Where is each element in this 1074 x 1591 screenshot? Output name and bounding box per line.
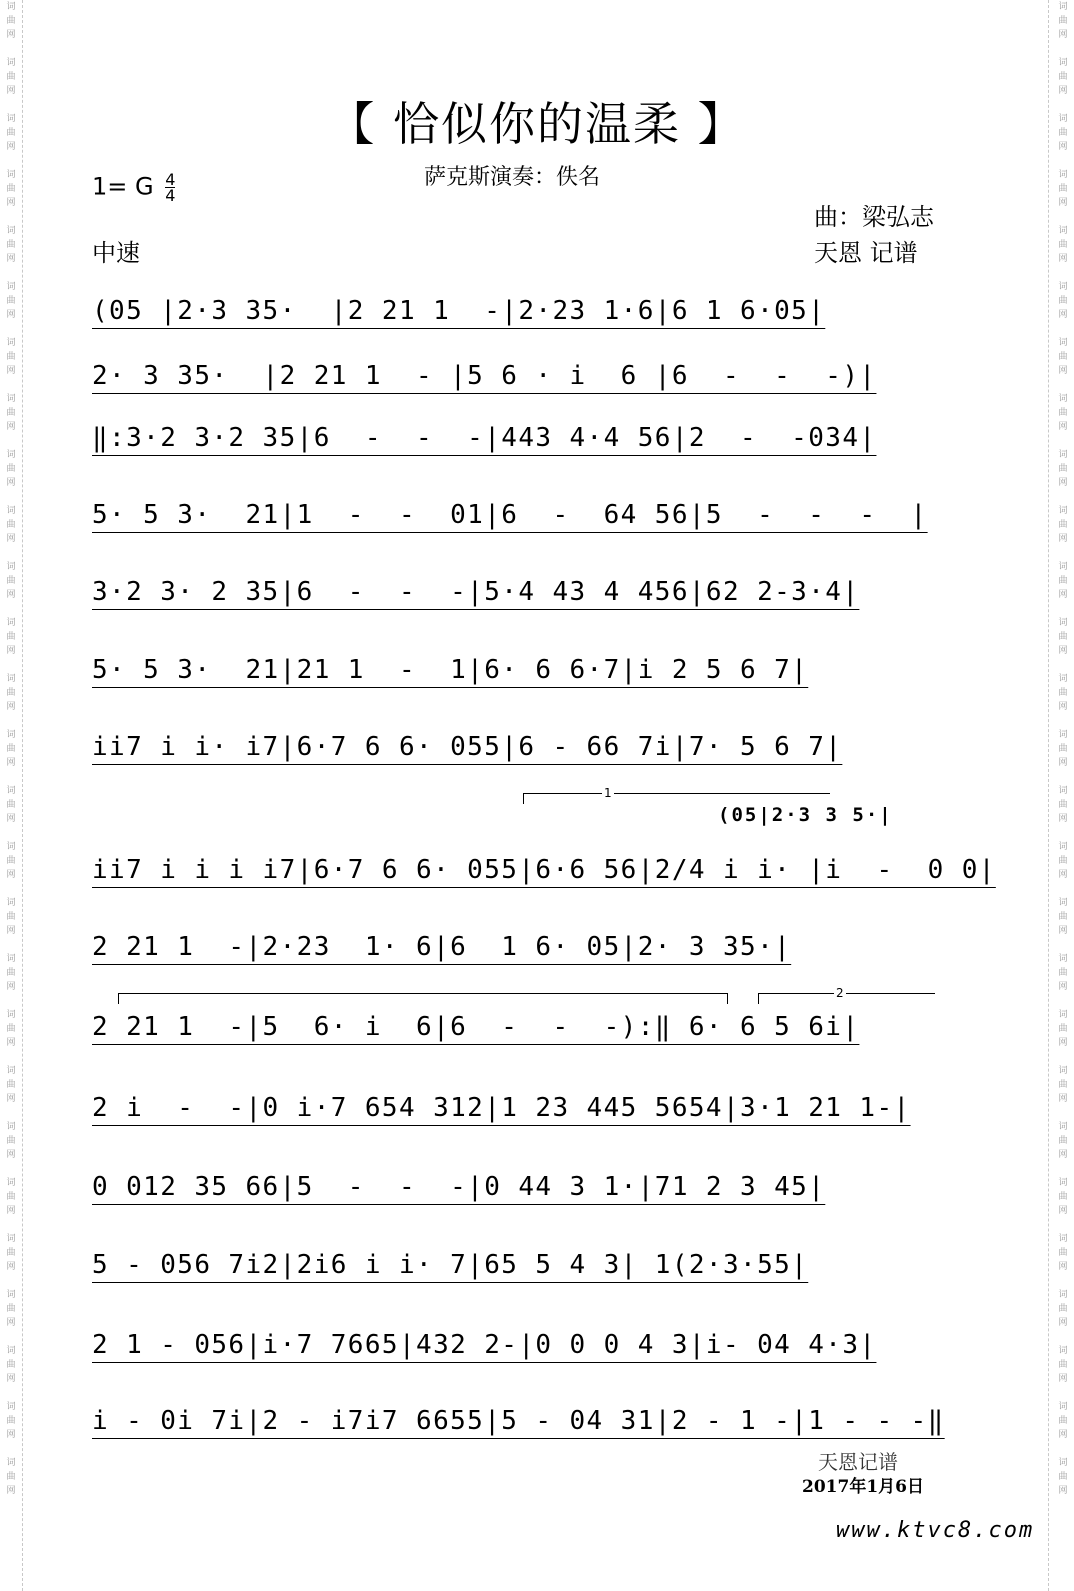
composer: 曲：梁弘志 <box>814 203 934 231</box>
time-signature <box>165 172 175 203</box>
score-line: 5· 5 3· 21|21 1 - 1|6· 6 6·7|i 2 5 6 7| <box>92 655 809 685</box>
first-ending-bracket <box>523 793 830 804</box>
watermark-left: 词 曲 网 词 曲 网 词 曲 网 词 曲 网 词 曲 网 词 曲 网 词 曲 网 词 曲 网 词 曲 网 词 曲 网 词 曲 网 词 曲 网 词 曲 网 词 曲 网 词 曲 网 词 曲 网 词 曲 网 词 曲 网 词 曲 网 词 曲 网 词 曲 网 词 曲 网 词 曲 网 词 曲 网 词 曲 网 词 曲 网 词 曲 网 <box>6 2 16 1496</box>
first-ending-label: 1 <box>604 786 612 800</box>
transcriber: 天恩 记谱 <box>814 239 918 267</box>
second-ending-label: 2 <box>836 986 844 1000</box>
website-link[interactable]: www.ktvc8.com <box>836 1518 1035 1543</box>
first-ending-bracket-2 <box>118 993 728 1004</box>
time-denominator: 4 <box>165 186 176 205</box>
signature: 天恩记谱 <box>818 1450 898 1474</box>
score-line: ‖:3·2 3·2 35|6 - - -|443 4·4 56|2 - -034| <box>92 423 877 453</box>
score-line: 2 i - -|0 i·7 654 312|1 23 445 5654|3·1 21 1-| <box>92 1093 911 1123</box>
alternate-ending-line: (05|2·3 3 5·| <box>718 804 893 826</box>
watermark-right: 词 曲 网 词 曲 网 词 曲 网 词 曲 网 词 曲 网 词 曲 网 词 曲 网 词 曲 网 词 曲 网 词 曲 网 词 曲 网 词 曲 网 词 曲 网 词 曲 网 词 曲 网 词 曲 网 词 曲 网 词 曲 网 词 曲 网 词 曲 网 词 曲 网 词 曲 网 词 曲 网 词 曲 网 词 曲 网 词 曲 网 词 曲 网 <box>1058 2 1068 1496</box>
song-title: 【 恰似你的温柔 】 <box>328 97 746 151</box>
score-line: 5· 5 3· 21|1 - - 01|6 - 64 56|5 - - - | <box>92 500 928 530</box>
score-line: 2 1 - 056|i·7 7665|432 2-|0 0 0 4 3|i- 04 4·3| <box>92 1330 877 1360</box>
score-line: (05 |2·3 35· |2 21 1 -|2·23 1·6|6 1 6·05| <box>92 296 826 326</box>
score-line: ii7 i i i i7|6·7 6 6· 055|6·6 56|2/4 i i· |i - 0 0| <box>92 855 996 885</box>
transcription-date: 2017年1月6日 <box>802 1477 924 1497</box>
score-line: 5 - 056 7i2|2i6 i i· 7|65 5 4 3| 1(2·3·55| <box>92 1250 809 1280</box>
score-line: 2 21 1 -|2·23 1· 6|6 1 6· 05|2· 3 35·| <box>92 932 792 962</box>
page-edge-left <box>22 0 23 1591</box>
tempo-marking: 中速 <box>92 239 140 267</box>
key-signature <box>92 172 175 203</box>
page-edge-right <box>1048 0 1049 1591</box>
score-line: 3·2 3· 2 35|6 - - -|5·4 43 4 456|62 2-3·4| <box>92 577 860 607</box>
score-line: 0 012 35 66|5 - - -|0 44 3 1·|71 2 3 45| <box>92 1172 826 1202</box>
score-line: ii7 i i· i7|6·7 6 6· 055|6 - 66 7i|7· 5 6 7| <box>92 732 843 762</box>
score-line: i - 0i 7i|2 - i7i7 6655|5 - 04 31|2 - 1 -|1 - - -‖ <box>92 1406 945 1436</box>
key-text: 1= G <box>92 172 154 201</box>
score-line: 2· 3 35· |2 21 1 - |5 6 · i 6 |6 - - -)| <box>92 361 877 391</box>
second-ending-bracket <box>758 993 935 1004</box>
score-line: 2 21 1 -|5 6· i 6|6 - - -):‖ 6· 6 5 6i| <box>92 1012 860 1042</box>
performer: 萨克斯演奏：佚名 <box>424 165 601 190</box>
time-numerator: 4 <box>165 170 176 189</box>
